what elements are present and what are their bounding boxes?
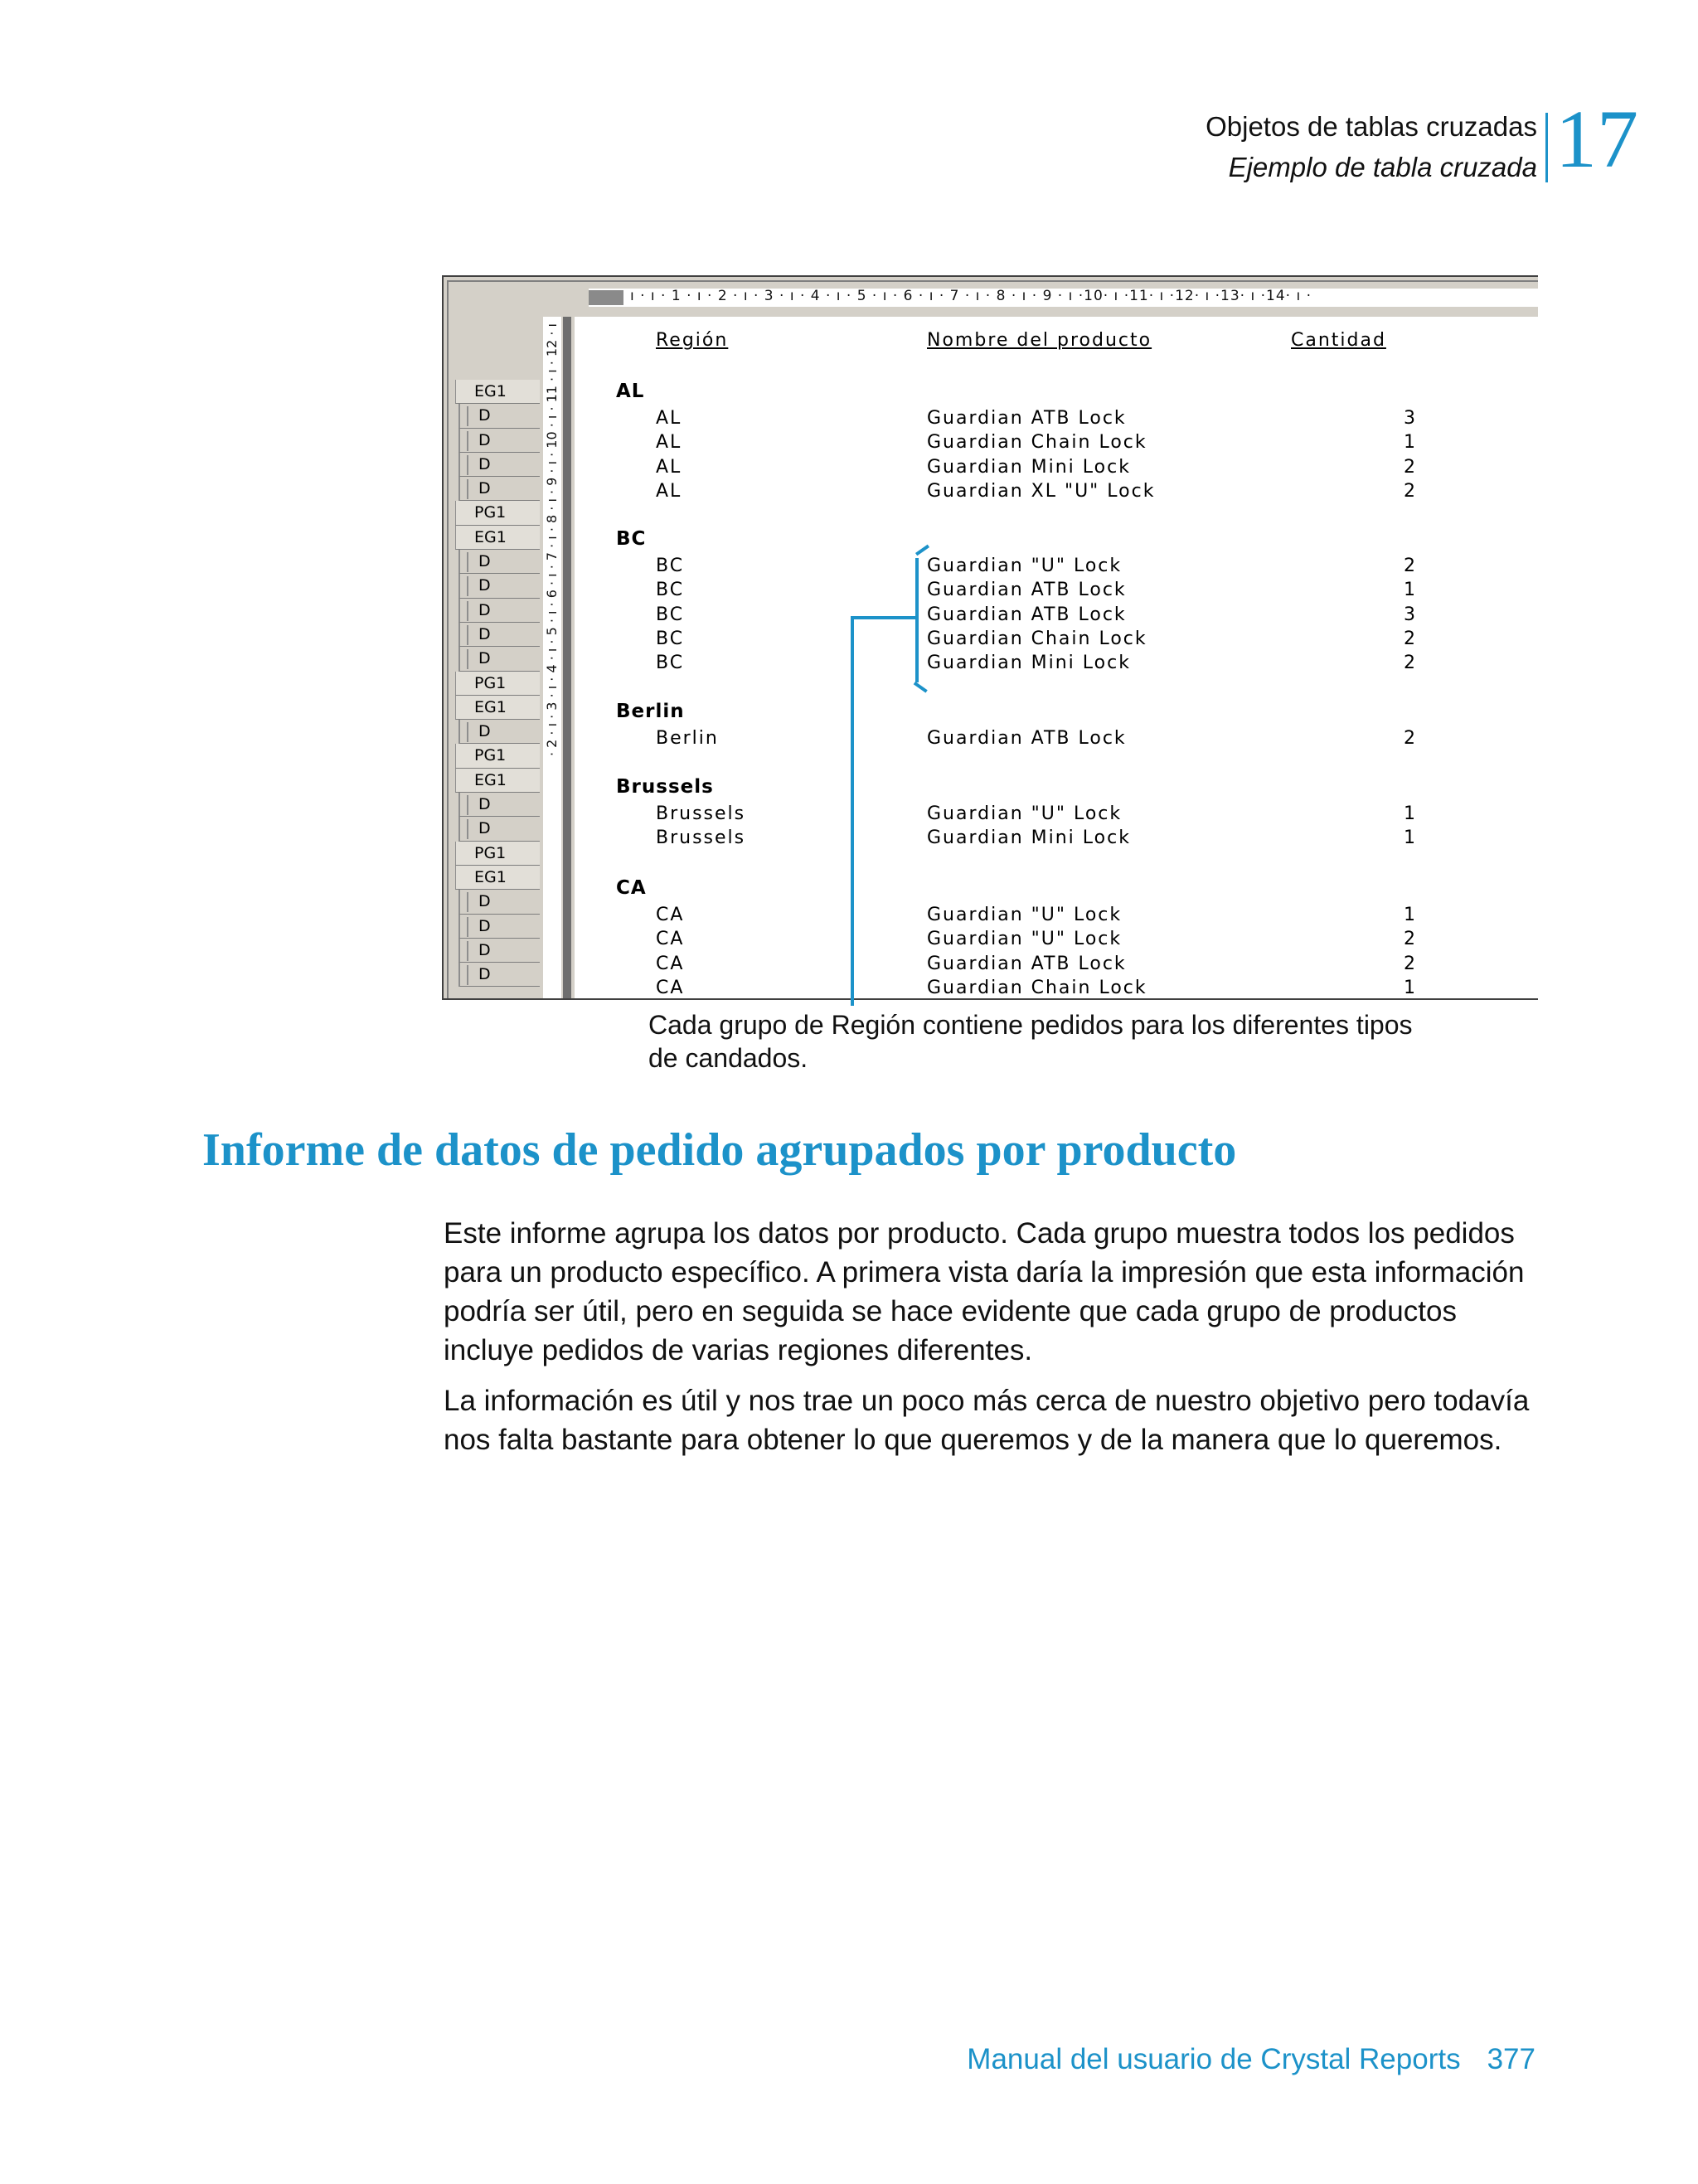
section-label[interactable]: EG1 — [455, 696, 540, 720]
section-label[interactable]: D — [458, 915, 540, 939]
running-header — [1206, 106, 1537, 187]
body-paragraph: Este informe agrupa los datos por producto. Cada grupo muestra todos los pedidos para un producto específico. A primera vista daría la impresión que esta información podría ser útil, pero en seguida se hace evidente que cada grupo de productos incluye pedidos de varias regiones diferentes. — [444, 1217, 1525, 1366]
cell-product: Guardian ATB Lock — [927, 953, 1127, 974]
cell-quantity: 2 — [1404, 456, 1417, 478]
callout-line-vertical — [851, 616, 854, 1006]
section-labels-panel — [455, 380, 540, 987]
cell-product: Guardian ATB Lock — [927, 728, 1127, 749]
figure-callout: Cada grupo de Región contiene pedidos para los diferentes tipos de candados. — [648, 1010, 1413, 1073]
cell-region: Brussels — [656, 827, 746, 849]
cell-region: BC — [656, 580, 685, 601]
cell-region: AL — [656, 480, 682, 502]
cell-region: AL — [656, 408, 682, 429]
group-header: AL — [616, 381, 645, 402]
section-label[interactable]: D — [458, 477, 540, 501]
cell-region: AL — [656, 456, 682, 478]
body-paragraph: La información es útil y nos trae un poco más cerca de nuestro objetivo pero todavía nos falta bastante para obtener lo que queremos y de la manera que lo queremos. — [444, 1385, 1530, 1456]
section-label[interactable]: EG1 — [455, 866, 540, 890]
section-label[interactable]: PG1 — [455, 842, 540, 866]
cell-region: BC — [656, 628, 685, 649]
cell-quantity: 2 — [1404, 728, 1417, 749]
section-label[interactable]: D — [458, 890, 540, 914]
chapter-title: Objetos de tablas cruzadas — [1206, 111, 1537, 142]
section-heading: Informe de datos de pedido agrupados por producto — [202, 1124, 1237, 1176]
cell-product: Guardian "U" Lock — [927, 556, 1123, 576]
cell-region: AL — [656, 432, 682, 454]
section-label[interactable]: D — [458, 793, 540, 817]
page-number: 377 — [1487, 2043, 1535, 2075]
section-label[interactable]: D — [458, 817, 540, 841]
cell-region: BC — [656, 556, 685, 576]
callout-bracket — [915, 558, 919, 682]
cell-quantity: 3 — [1404, 408, 1417, 429]
cell-product: Guardian ATB Lock — [927, 604, 1127, 625]
section-label[interactable]: D — [458, 429, 540, 453]
section-label[interactable]: D — [458, 574, 540, 598]
section-label[interactable]: D — [458, 599, 540, 623]
cell-product: Guardian Mini Lock — [927, 653, 1131, 674]
header-divider — [1545, 113, 1548, 182]
cell-region: Brussels — [656, 803, 746, 824]
group-header: Berlin — [616, 701, 685, 722]
cell-product: Guardian Chain Lock — [927, 432, 1147, 454]
section-label[interactable]: D — [458, 623, 540, 647]
ruler-knob — [589, 290, 623, 305]
group-header: CA — [616, 877, 647, 899]
cell-product: Guardian Mini Lock — [927, 827, 1131, 849]
cell-quantity: 1 — [1404, 827, 1417, 849]
cell-product: Guardian "U" Lock — [927, 803, 1123, 824]
section-label[interactable]: D — [458, 939, 540, 963]
section-label[interactable]: D — [458, 550, 540, 574]
cell-quantity: 2 — [1404, 556, 1417, 576]
cell-region: CA — [656, 905, 685, 925]
vertical-ruler-ticks: · 2 · ı · 3 · ı · 4 · ı · 5 · ı · 6 · ı · 7 · ı · 8 · ı · 9 · ı · 10 · ı · 11 · ı · 12 · ı — [544, 323, 560, 756]
section-label[interactable]: D — [458, 720, 540, 744]
section-label[interactable]: D — [458, 963, 540, 987]
cell-region: Berlin — [656, 728, 719, 749]
section-title: Ejemplo de tabla cruzada — [1228, 152, 1537, 182]
cell-quantity: 1 — [1404, 432, 1417, 454]
section-label[interactable]: EG1 — [455, 380, 540, 404]
cell-product: Guardian Chain Lock — [927, 628, 1147, 649]
cell-product: Guardian "U" Lock — [927, 905, 1123, 925]
manual-title: Manual del usuario de Crystal Reports — [967, 2043, 1461, 2075]
cell-quantity: 1 — [1404, 905, 1417, 925]
cell-region: BC — [656, 604, 685, 625]
section-label[interactable]: EG1 — [455, 769, 540, 793]
cell-region: CA — [656, 953, 685, 974]
callout-line-horizontal — [851, 616, 919, 619]
cell-product: Guardian "U" Lock — [927, 929, 1123, 950]
report-canvas — [575, 317, 1538, 998]
section-label[interactable]: PG1 — [455, 501, 540, 525]
page-footer — [967, 2041, 1535, 2078]
column-header-quantity: Cantidad — [1291, 330, 1386, 351]
cell-quantity: 1 — [1404, 803, 1417, 824]
cell-quantity: 1 — [1404, 977, 1417, 998]
cell-product: Guardian ATB Lock — [927, 408, 1127, 429]
section-label[interactable]: D — [458, 453, 540, 477]
section-label[interactable]: EG1 — [455, 526, 540, 550]
cell-quantity: 2 — [1404, 929, 1417, 950]
cell-quantity: 1 — [1404, 580, 1417, 601]
vertical-ruler — [543, 317, 561, 998]
cell-region: CA — [656, 977, 685, 998]
section-label[interactable]: D — [458, 647, 540, 671]
cell-product: Guardian Mini Lock — [927, 456, 1131, 478]
column-header-region: Región — [656, 330, 729, 351]
horizontal-ruler — [589, 289, 1538, 307]
cell-quantity: 2 — [1404, 480, 1417, 502]
report-screenshot — [442, 275, 1538, 1000]
cell-quantity: 2 — [1404, 953, 1417, 974]
cell-product: Guardian Chain Lock — [927, 977, 1147, 998]
column-header-product: Nombre del producto — [927, 330, 1152, 351]
cell-region: CA — [656, 929, 685, 950]
cell-region: BC — [656, 653, 685, 674]
ruler-ticks: ı · ı · 1 · ı · 2 · ı · 3 · ı · 4 · ı · 5 · ı · 6 · ı · 7 · ı · 8 · ı · 9 · ı ·10· ı ·11· ı ·12· ı ·13· ı ·14· ı · — [630, 289, 1312, 304]
cell-product: Guardian XL "U" Lock — [927, 480, 1156, 502]
cell-quantity: 2 — [1404, 653, 1417, 674]
cell-quantity: 2 — [1404, 628, 1417, 649]
cell-quantity: 3 — [1404, 604, 1417, 625]
section-label[interactable]: PG1 — [455, 744, 540, 768]
section-label[interactable]: PG1 — [455, 672, 540, 696]
cell-product: Guardian ATB Lock — [927, 580, 1127, 601]
chapter-number: 17 — [1555, 93, 1638, 185]
group-header: Brussels — [616, 776, 714, 798]
section-label[interactable]: D — [458, 404, 540, 428]
group-header: BC — [616, 528, 647, 550]
ruler-divider — [563, 317, 571, 998]
